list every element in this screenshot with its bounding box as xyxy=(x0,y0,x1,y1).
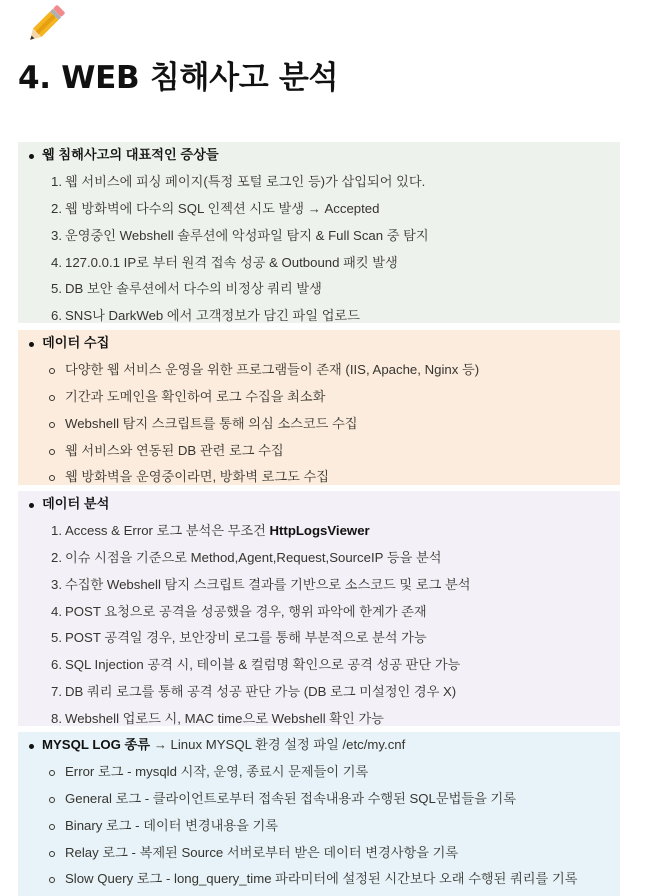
hollow-bullet-icon xyxy=(49,449,55,455)
hollow-bullet-icon xyxy=(49,770,55,776)
hollow-bullet-icon xyxy=(49,851,55,857)
list-item xyxy=(18,169,620,196)
list-item xyxy=(18,276,620,303)
list-number: 1. xyxy=(51,522,62,538)
list-number: 3. xyxy=(51,576,62,592)
callout-data-analysis xyxy=(18,491,620,726)
list-item-text: 웹 방화벽에 다수의 SQL 인젝션 시도 발생 → Accepted xyxy=(65,200,380,216)
list-item xyxy=(18,706,620,733)
list-item xyxy=(18,518,620,545)
hollow-bullet-icon xyxy=(49,422,55,428)
list-item-text: DB 쿼리 로그를 통해 공격 성공 판단 가능 (DB 로그 미설정인 경우 X) xyxy=(65,684,457,700)
hollow-bullet-icon xyxy=(49,368,55,374)
section-heading: MYSQL LOG 종류 xyxy=(42,737,151,752)
list-item-text: Slow Query 로그 - long_query_time 파라미터에 설정된 시간보다 오래 수행된 쿼리를 기록 xyxy=(65,871,578,887)
list-item-text: Binary 로그 - 데이터 변경내용을 기록 xyxy=(65,817,278,833)
list-item-text: 기간과 도메인을 확인하여 로그 수집을 최소화 xyxy=(65,388,326,404)
list-item xyxy=(18,545,620,572)
list-item-text: 운영중인 Webshell 솔루션에 악성파일 탐지 & Full Scan 중 탐지 xyxy=(65,227,429,243)
list-item xyxy=(18,652,620,679)
hollow-bullet-icon xyxy=(49,395,55,401)
list-number: 6. xyxy=(51,657,62,673)
list-item-text: 웹 서비스에 피싱 페이지(특정 포털 로그인 등)가 삽입되어 있다. xyxy=(65,173,426,189)
list-item xyxy=(18,357,620,384)
list-item-text: Webshell 업로드 시, MAC time으로 Webshell 확인 가능 xyxy=(65,711,384,727)
bullet-heading xyxy=(18,491,620,518)
hollow-bullet-icon xyxy=(49,475,55,481)
hollow-bullet-icon xyxy=(49,877,55,883)
list-item-text: POST 공격일 경우, 보안장비 로그를 통해 부분적으로 분석 가능 xyxy=(65,630,427,646)
list-number: 5. xyxy=(51,630,62,646)
section-heading: 웹 침해사고의 대표적인 증상들 xyxy=(42,147,219,162)
list-item-text: General 로그 - 클라이언트로부터 접속된 접속내용과 수행된 SQL문법들을 기록 xyxy=(65,790,516,806)
list-item-text: Error 로그 - mysqld 시작, 운영, 종료시 문제들이 기록 xyxy=(65,763,369,779)
bullet-dot-icon xyxy=(29,744,34,749)
hollow-bullet-icon xyxy=(49,824,55,830)
list-item-text: DB 보안 솔루션에서 다수의 비정상 쿼리 발생 xyxy=(65,281,322,297)
list-item xyxy=(18,464,620,491)
section-heading: 데이터 분석 xyxy=(42,496,110,511)
list-item xyxy=(18,196,620,223)
list-item xyxy=(18,384,620,411)
bullet-dot-icon xyxy=(29,342,34,347)
list-item xyxy=(18,411,620,438)
list-number: 2. xyxy=(51,200,62,216)
callout-mysql-log xyxy=(18,732,620,896)
list-item xyxy=(18,250,620,277)
page-title: 4. WEB 침해사고 분석 xyxy=(18,60,339,96)
list-item xyxy=(18,438,620,465)
list-number: 4. xyxy=(51,603,62,619)
pencil-icon[interactable] xyxy=(20,0,70,50)
bullet-heading xyxy=(18,142,620,169)
tool-name: HttpLogsViewer xyxy=(269,522,370,538)
list-item xyxy=(18,840,620,867)
callout-data-collection xyxy=(18,330,620,485)
list-number: 1. xyxy=(51,173,62,189)
hollow-bullet-icon xyxy=(49,797,55,803)
list-item xyxy=(18,572,620,599)
list-number: 8. xyxy=(51,711,62,727)
list-item-text: 다양한 웹 서비스 운영을 위한 프로그램들이 존재 (IIS, Apache, Nginx 등) xyxy=(65,361,480,377)
list-item xyxy=(18,303,620,330)
list-item-text: SQL Injection 공격 시, 테이블 & 컬럼명 확인으로 공격 성공 판단 가능 xyxy=(65,657,461,673)
list-item xyxy=(18,813,620,840)
section-heading: 데이터 수집 xyxy=(42,335,110,350)
bullet-dot-icon xyxy=(29,154,34,159)
list-item-text: 127.0.0.1 IP로 부터 원격 접속 성공 & Outbound 패킷 발생 xyxy=(65,254,398,270)
list-item-text: Webshell 탐지 스크립트를 통해 의심 소스코드 수집 xyxy=(65,415,358,431)
list-number: 3. xyxy=(51,227,62,243)
list-number: 2. xyxy=(51,549,62,565)
list-item xyxy=(18,625,620,652)
list-item-text: Relay 로그 - 복제된 Source 서버로부터 받은 데이터 변경사항을 기록 xyxy=(65,844,459,860)
list-item-text: SNS나 DarkWeb 에서 고객정보가 담긴 파일 업로드 xyxy=(65,308,360,324)
bullet-heading xyxy=(18,330,620,357)
list-item xyxy=(18,786,620,813)
list-item xyxy=(18,679,620,706)
list-item-text: 웹 방화벽을 운영중이라면, 방화벽 로그도 수집 xyxy=(65,469,330,485)
list-item-text: 웹 서비스와 연동된 DB 관련 로그 수집 xyxy=(65,442,284,458)
bullet-heading xyxy=(18,732,620,759)
list-item-text: 이슈 시점을 기준으로 Method,Agent,Request,SourceIP 등을 분석 xyxy=(65,549,442,565)
callout-symptoms xyxy=(18,142,620,323)
list-item-text: Access & Error 로그 분석은 무조건 xyxy=(65,522,270,538)
list-item-text: POST 요청으로 공격을 성공했을 경우, 행위 파악에 한계가 존재 xyxy=(65,603,427,619)
list-item xyxy=(18,223,620,250)
list-number: 7. xyxy=(51,684,62,700)
bullet-dot-icon xyxy=(29,503,34,508)
list-item xyxy=(18,759,620,786)
list-item-text: 수집한 Webshell 탐지 스크립트 결과를 기반으로 소스코드 및 로그 분석 xyxy=(65,576,471,592)
list-number: 6. xyxy=(51,308,62,324)
list-item xyxy=(18,599,620,626)
section-heading-note: → Linux MYSQL 환경 설정 파일 /etc/my.cnf xyxy=(150,737,406,752)
list-item xyxy=(18,866,620,893)
list-number: 4. xyxy=(51,254,62,270)
list-number: 5. xyxy=(51,281,62,297)
